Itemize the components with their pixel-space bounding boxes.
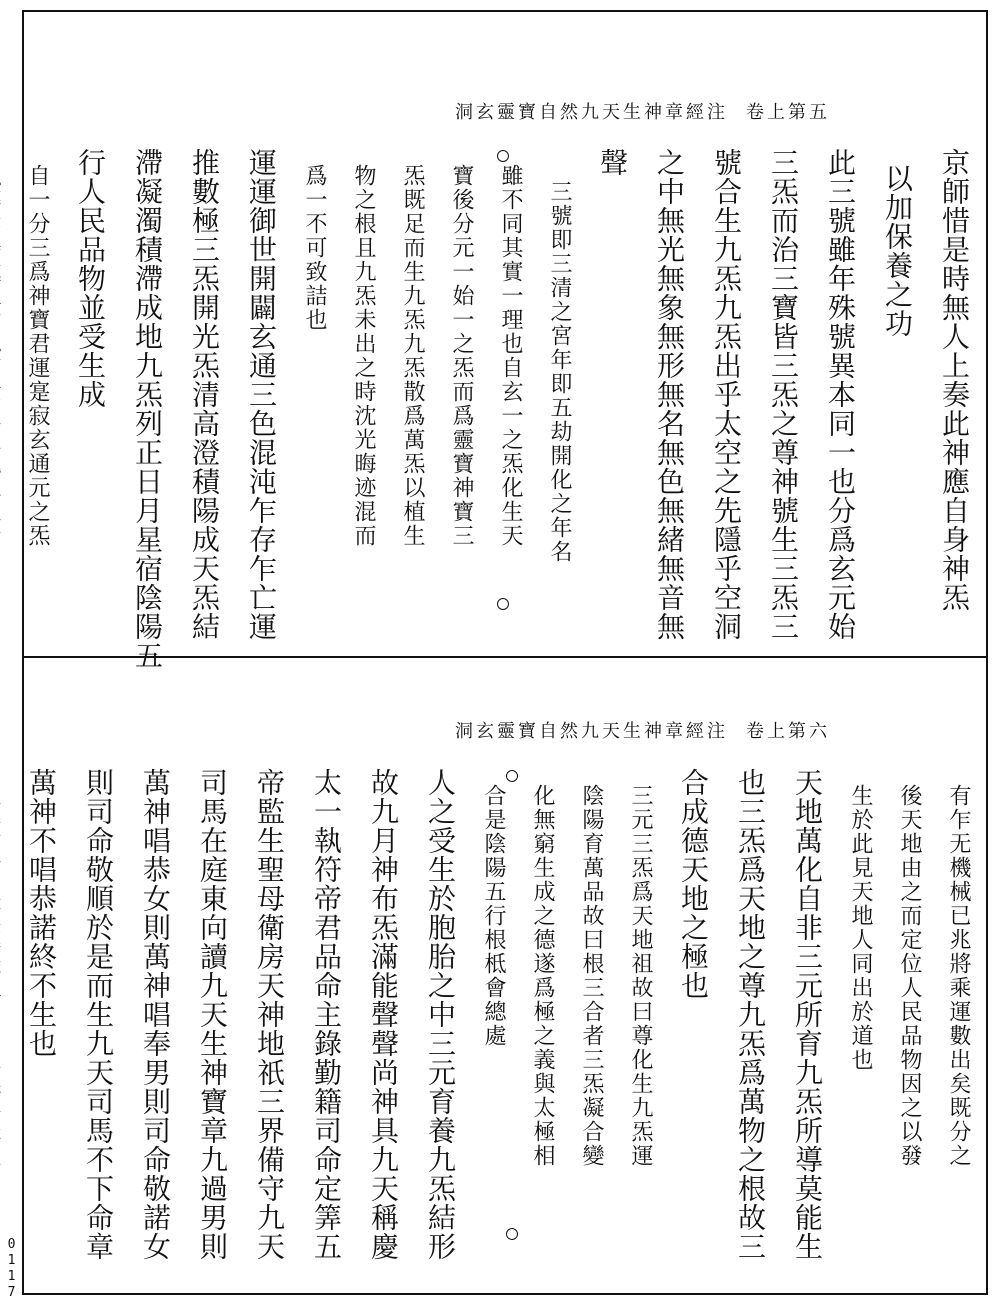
commentary-column: 生於此見天地人同出於道也: [848, 784, 873, 1072]
text-column: 運運御世開闢玄通三色混沌乍存乍亡運: [245, 148, 278, 641]
text-column: 推數極三炁開光炁清高澄積陽成天炁結: [188, 148, 221, 641]
text-column: 也三炁爲天地之尊九炁爲萬物之根故三: [734, 768, 767, 1261]
text-column: 此三號雖年殊號異本同一也分爲玄元始: [824, 148, 857, 641]
punctuation-circle-mark: [506, 1228, 518, 1240]
punctuation-circle-mark: [497, 598, 509, 610]
text-column: 人之受生於胞胎之中三元育養九炁結形: [424, 768, 457, 1261]
bottom-header-volume: 卷上第六: [746, 721, 830, 742]
text-column: 則司命敬順於是而生九天司馬不下命章: [82, 768, 115, 1261]
commentary-column: 化無窮生成之德遂爲極之義與太極相: [530, 784, 555, 1168]
commentary-column: 物之根且九炁未出之時沈光晦迹混而: [351, 164, 376, 548]
commentary-column: 合是陰陽五行根柢會總處: [481, 784, 506, 1048]
page-number: 0117: [4, 1237, 19, 1301]
text-column: 號合生九炁九炁出乎太空之先隱乎空洞: [710, 148, 743, 641]
text-column: 三炁而治三寶皆三炁之尊神號生三炁三: [767, 148, 800, 641]
text-column: 萬神唱恭女則萬神唱奉男則司命敬諾女: [139, 768, 172, 1261]
text-column: 萬神不唱恭諾終不生也: [25, 768, 58, 1058]
bottom-header-title: 洞玄靈寶自然九天生神章經注: [455, 721, 728, 742]
top-text-panel: [25, 148, 971, 670]
commentary-column: 後天地由之而定位人民品物因之以發: [897, 784, 922, 1168]
commentary-column: 爲一不可致詰也: [302, 164, 327, 332]
commentary-column: 陰陽育萬品故曰根三合者三炁凝合變: [579, 784, 604, 1168]
top-header-volume: 卷上第五: [746, 102, 830, 123]
punctuation-circle-mark: [497, 150, 509, 162]
text-column: 天地萬化自非三元所育九炁所導莫能生: [791, 768, 824, 1261]
commentary-column: 自一分三爲神寶君運寔寂玄通元之炁: [25, 164, 50, 548]
commentary-column: 雖不同其實一理也自玄一之炁化生天: [498, 164, 523, 548]
text-column: 太一執符帝君品命主錄勤籍司命定筭五: [310, 768, 343, 1261]
text-column: 故九月神布炁滿能聲聲尚神具九天稱慶: [367, 768, 400, 1261]
text-column: 帝監生聖母衛房天神地祇三界備守九天: [253, 768, 286, 1261]
text-column: 京師惜是時無人上奏此神應自身神炁: [938, 148, 971, 612]
commentary-column: 寶後分元一始一之炁而爲靈寶神寶三: [449, 164, 474, 548]
top-header-title: 洞玄靈寶自然九天生神章經注: [455, 102, 728, 123]
text-column: 合成德天地之極也: [677, 768, 710, 1000]
text-column: 司馬在庭東向讀九天生神寶章九過男則: [196, 768, 229, 1261]
commentary-column: 三元三炁爲天地祖故曰尊化生九炁運: [628, 784, 653, 1168]
text-column: 滯凝濁積滯成地九炁列正日月星宿陰陽五: [131, 148, 164, 670]
text-column: 以加保養之功: [881, 164, 914, 338]
commentary-column: 三號即三清之宮年即五劫開化之年名: [547, 180, 572, 564]
text-column: 行人民品物並受生成: [74, 148, 107, 409]
bottom-text-panel: [25, 768, 971, 1261]
bottom-running-header: [455, 717, 830, 743]
text-column: 聲: [596, 148, 629, 177]
commentary-column: 炁既足而生九炁九炁散爲萬炁以植生: [400, 164, 425, 548]
page-divider: [22, 656, 988, 658]
top-running-header: [455, 98, 830, 124]
punctuation-circle-mark: [506, 770, 518, 782]
commentary-column: 有乍无機械已兆將乘運數出矣既分之: [946, 784, 971, 1168]
text-column: 之中無光無象無形無名無色無緒無音無: [653, 148, 686, 641]
